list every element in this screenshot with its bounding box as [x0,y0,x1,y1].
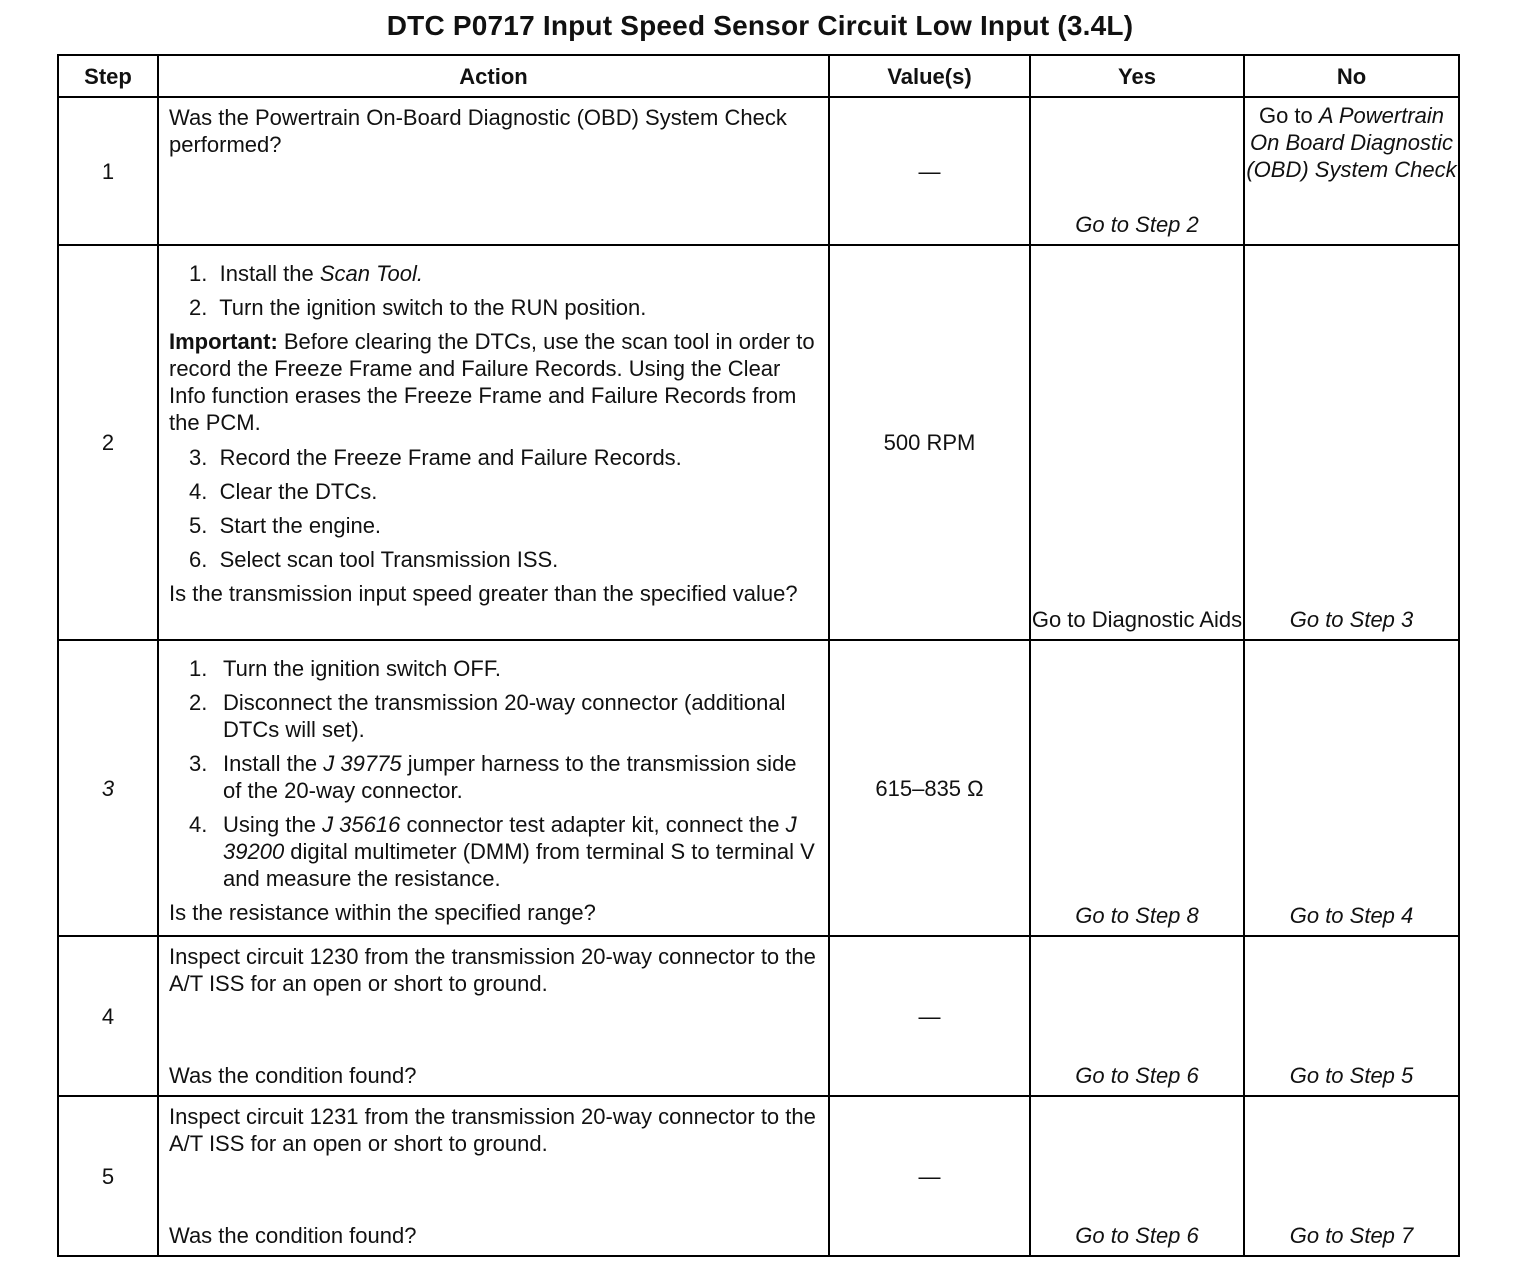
step-number: 1 [58,97,158,245]
value-cell: — [829,97,1030,245]
no-link-text: A Powertrain On Board Diagnostic (OBD) System Check [1246,103,1457,182]
tool-name: Scan Tool. [319,261,424,286]
action-step: 3. Install the J 39775 jumper harness to the transmission side of the 20-way connector. [189,751,797,803]
value-cell: — [829,1096,1030,1256]
action-question: Is the resistance within the specified range? [169,900,596,925]
step-number: 5 [58,1096,158,1256]
action-step: 6. Select scan tool Transmission ISS. [189,547,559,572]
table-row [58,97,1459,245]
important-note [169,328,818,436]
action-text [158,640,829,936]
no-prefix: Go to [1258,103,1319,128]
tool-name: J 39775 [323,751,402,776]
action-text [158,1096,829,1256]
yes-link[interactable]: Go to Step 6 [1030,1096,1244,1256]
action-step: 5. Start the engine. [189,513,382,538]
tool-name: J 39200 [223,812,797,864]
action-steps [169,444,818,573]
header-step: Step [58,55,158,97]
diagnostic-table [57,54,1460,1257]
tool-name: J 35616 [322,812,401,837]
step-number: 3 [58,640,158,936]
action-instruction: Inspect circuit 1231 from the transmission 20-way connector to the A/T ISS for an open or short to ground. [169,1104,816,1156]
action-step: 4. Clear the DTCs. [189,479,378,504]
no-link[interactable]: Go to Step 5 [1244,936,1459,1096]
action-step: 1. Turn the ignition switch OFF. [189,656,501,681]
action-steps [169,260,818,321]
header-no: No [1244,55,1459,97]
action-step: 1. Install the Scan Tool. [189,261,424,286]
header-action: Action [158,55,829,97]
action-step: 2. Disconnect the transmission 20-way connector (additional DTCs will set). [189,690,786,742]
step-number: 2 [58,245,158,640]
action-question: Was the condition found? [169,1223,417,1248]
action-question: Was the condition found? [169,1063,417,1088]
value-cell: 615–835 Ω [829,640,1030,936]
action-text [158,245,829,640]
action-steps [169,655,818,892]
value-cell: — [829,936,1030,1096]
no-link[interactable]: Go to Step 4 [1244,640,1459,936]
table-row [58,1096,1459,1256]
yes-link[interactable]: Go to Step 6 [1030,936,1244,1096]
table-row [58,640,1459,936]
no-link[interactable] [1244,97,1459,245]
header-values: Value(s) [829,55,1030,97]
action-text [158,936,829,1096]
no-link[interactable]: Go to Step 7 [1244,1096,1459,1256]
page-title: DTC P0717 Input Speed Sensor Circuit Low Input (3.4L) [386,10,1134,41]
yes-link[interactable]: Go to Diagnostic Aids [1030,245,1244,640]
table-row [58,936,1459,1096]
no-link[interactable]: Go to Step 3 [1244,245,1459,640]
header-row [58,55,1459,97]
action-step: 2. Turn the ignition switch to the RUN position. [189,295,647,320]
important-label: Important: [169,329,278,354]
action-text [158,97,829,245]
yes-link[interactable]: Go to Step 8 [1030,640,1244,936]
action-question: Was the Powertrain On-Board Diagnostic (OBD) System Check performed? [169,105,787,157]
action-question: Is the transmission input speed greater than the specified value? [169,581,798,606]
action-instruction: Inspect circuit 1230 from the transmission 20-way connector to the A/T ISS for an open or short to ground. [169,944,816,996]
action-step: 4. Using the J 35616 connector test adapter kit, connect the J 39200 digital multimeter (DMM) from terminal S to terminal V and measure the resistance. [189,812,815,891]
header-yes: Yes [1030,55,1244,97]
step-number: 4 [58,936,158,1096]
yes-link[interactable]: Go to Step 2 [1030,97,1244,245]
important-text: Before clearing the DTCs, use the scan tool in order to record the Freeze Frame and Failure Records. Using the Clear Info function erases the Freeze Frame and Failure Records from the PCM. [169,329,815,435]
value-cell: 500 RPM [829,245,1030,640]
action-step: 3. Record the Freeze Frame and Failure Records. [189,445,682,470]
table-row [58,245,1459,640]
